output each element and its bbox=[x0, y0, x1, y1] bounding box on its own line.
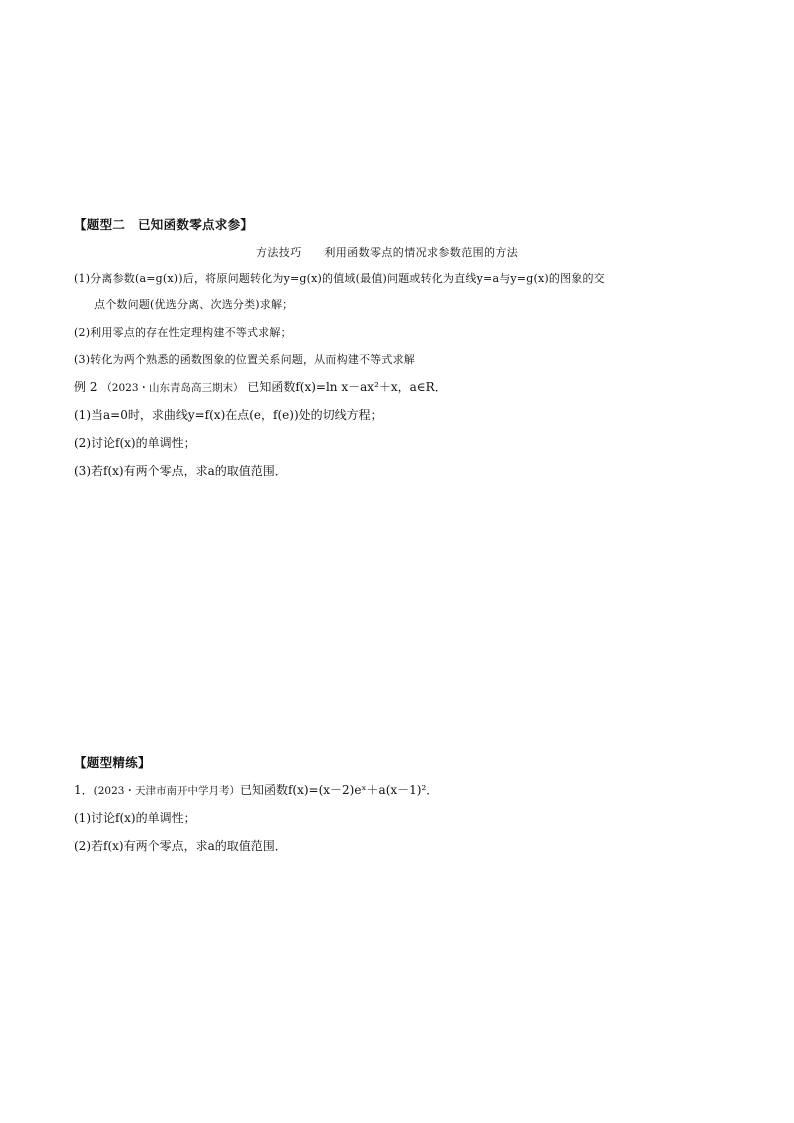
section-title: 【题型二 已知函数零点求参】 bbox=[74, 217, 254, 232]
method-line-2: (2)利用零点的存在性定理构建不等式求解； bbox=[74, 326, 292, 339]
example-source: （2023・山东青岛高三期末） bbox=[101, 382, 244, 394]
example-2-part-1: (1)当a=0时，求曲线y=f(x)在点(e，f(e))处的切线方程； bbox=[74, 408, 383, 422]
example-2-stem bbox=[74, 381, 447, 394]
example-label: 例 2 bbox=[74, 380, 98, 394]
method-heading: 方法技巧 利用函数零点的情况求参数范围的方法 bbox=[256, 246, 519, 259]
method-line-1: (1)分离参数(a=g(x))后，将原问题转化为y=g(x)的值域(最值)问题或转化为直线y=a与y=g(x)的图象的交 bbox=[74, 272, 605, 285]
practice-problem-1-part-1: (1)讨论f(x)的单调性； bbox=[74, 811, 196, 825]
practice-problem-1-stem bbox=[74, 784, 438, 797]
example-2-part-2: (2)讨论f(x)的单调性； bbox=[74, 436, 196, 450]
method-line-1-cont: 点个数问题(优选分离、次选分类)求解； bbox=[94, 298, 294, 311]
example-2-part-3: (3)若f(x)有两个零点，求a的取值范围． bbox=[74, 464, 287, 478]
practice-problem-1-part-2: (2)若f(x)有两个零点，求a的取值范围． bbox=[74, 839, 287, 853]
method-line-3: (3)转化为两个熟悉的函数图象的位置关系问题，从而构建不等式求解 bbox=[74, 353, 415, 366]
practice-title: 【题型精练】 bbox=[74, 755, 151, 770]
problem-source: (2023・天津市南开中学月考） bbox=[93, 785, 240, 797]
example-function: 已知函数f(x)=ln x－ax²＋x，a∈R． bbox=[247, 380, 447, 394]
problem-function: 已知函数f(x)=(x－2)eˣ＋a(x－1)²． bbox=[239, 783, 439, 797]
problem-label: 1． bbox=[74, 783, 94, 797]
